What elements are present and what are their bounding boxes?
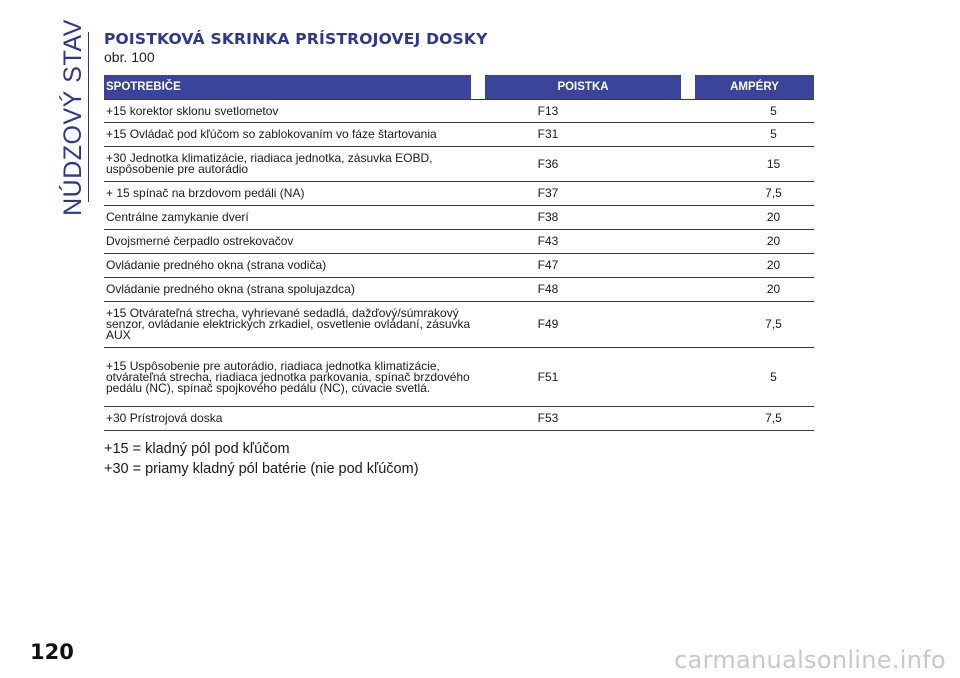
fuse-table [104, 75, 814, 431]
column-header-consumers: SPOTREBIČE [104, 75, 471, 99]
chapter-divider [88, 32, 89, 202]
chapter-title-text: NÚDZOVÝ STAV [58, 19, 87, 216]
amps-cell: 20 [766, 234, 781, 248]
page-title: POISTKOVÁ SKRINKA PRÍSTROJOVEJ DOSKY [104, 30, 488, 48]
legend-notes [104, 439, 814, 479]
fuse-cell: F31 [537, 127, 559, 141]
fuse-cell: F43 [537, 234, 559, 248]
table-row [104, 348, 814, 407]
consumer-cell: +15 Ovládač pod kľúčom so zablokovaním vo fáze štartovania [106, 127, 437, 141]
table-row [104, 278, 814, 302]
table-row [104, 206, 814, 230]
fuse-cell: F38 [537, 210, 559, 224]
amps-cell: 20 [766, 210, 781, 224]
fuse-cell: F36 [537, 156, 559, 171]
table-row [104, 123, 814, 147]
chapter-title [55, 19, 91, 216]
consumer-cell: +15 Uspôsobenie pre autorádio, riadiaca jednotka klimatizácie, otvárateľná strecha, riadiaca jednotka parkovania, spínač brzdového pedálu (NC), spínač spojkového pedálu (NC), cúvacie svetlá. [106, 358, 470, 395]
amps-cell: 5 [770, 127, 777, 141]
consumer-cell: + 15 spínač na brzdovom pedáli (NA) [106, 186, 305, 200]
amps-cell: 5 [770, 369, 777, 384]
table-row [104, 147, 814, 182]
table-header [104, 75, 814, 99]
fuse-cell: F51 [537, 369, 559, 384]
consumer-cell: +15 korektor sklonu svetlometov [106, 103, 279, 118]
note-line: +15 = kladný pól pod kľúčom [104, 441, 290, 457]
watermark: carmanualsonline.info [674, 646, 946, 674]
fuse-cell: F48 [537, 282, 559, 296]
consumer-cell: Ovládanie predného okna (strana spolujazdca) [106, 282, 355, 296]
fuse-cell: F53 [537, 411, 559, 425]
fuse-cell: F13 [537, 103, 559, 118]
column-header-amps: AMPÉRY [695, 75, 814, 99]
fuse-cell: F47 [537, 258, 559, 272]
amps-cell: 7,5 [765, 411, 782, 425]
amps-cell: 15 [766, 156, 781, 171]
consumer-cell: Centrálne zamykanie dverí [106, 210, 249, 224]
table-row [104, 99, 814, 123]
consumer-cell: +30 Jednotka klimatizácie, riadiaca jednotka, zásuvka EOBD, uspôsobenie pre autorádio [106, 151, 433, 176]
amps-cell: 20 [766, 258, 781, 272]
amps-cell: 20 [766, 282, 781, 296]
fuse-cell: F37 [537, 186, 559, 200]
table-body [104, 99, 814, 431]
table-row [104, 182, 814, 206]
amps-cell: 7,5 [765, 186, 782, 200]
page-number: 120 [30, 640, 74, 664]
consumer-cell: +30 Prístrojová doska [106, 411, 223, 425]
table-row [104, 407, 814, 431]
consumer-cell: +15 Otvárateľná strecha, vyhrievané sedadlá, dažďový/súmrakový senzor, ovládanie elektrických zrkadiel, osvetlenie ovládaní, zásuvka AUX [106, 306, 471, 342]
table-row [104, 230, 814, 254]
figure-reference: obr. 100 [104, 49, 155, 65]
fuse-cell: F49 [537, 317, 559, 331]
main-content [104, 30, 814, 479]
amps-cell: 7,5 [765, 317, 782, 331]
table-row [104, 254, 814, 278]
amps-cell: 5 [770, 103, 777, 118]
column-header-fuse: POISTKA [485, 75, 681, 99]
note-line: +30 = priamy kladný pól batérie (nie pod kľúčom) [104, 461, 419, 477]
consumer-cell: Dvojsmerné čerpadlo ostrekovačov [106, 234, 294, 248]
table-row [104, 302, 814, 348]
consumer-cell: Ovládanie predného okna (strana vodiča) [106, 258, 327, 272]
